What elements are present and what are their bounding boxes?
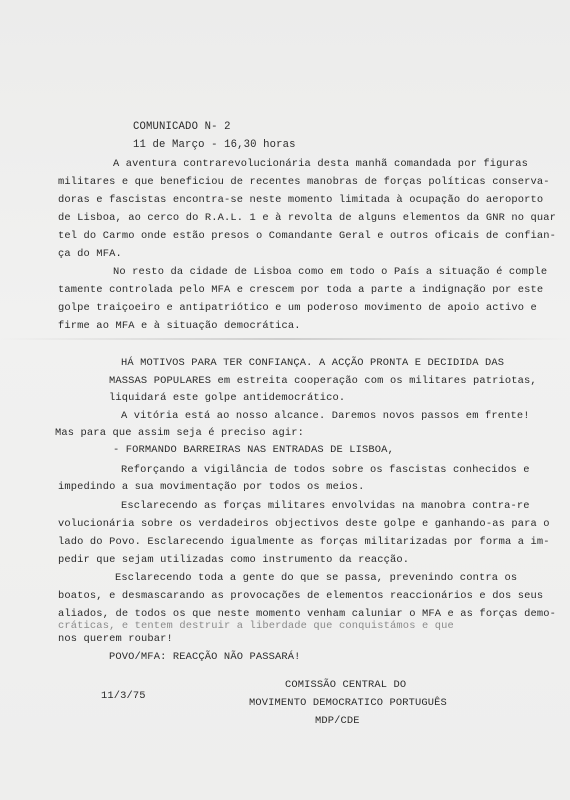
signature-line: MOVIMENTO DEMOCRATICO PORTUGUÊS	[249, 697, 447, 709]
paragraph-1-line: de Lisboa, ao cerco do R.A.L. 1 e à revolta de alguns elementos da GNR no quar	[58, 212, 557, 224]
call-line: HÁ MOTIVOS PARA TER CONFIANÇA. A ACÇÃO PRONTA E DECIDIDA DAS	[121, 357, 505, 369]
slogan: POVO/MFA: REACÇÃO NÃO PASSARÁ!	[109, 651, 301, 663]
paragraph-1-line: ça do MFA.	[58, 248, 122, 260]
signature-line: MDP/CDE	[315, 715, 360, 727]
paragraph-2-line: No resto da cidade de Lisboa como em todo o País a situação é comple	[113, 266, 548, 278]
paragraph-4-line: Esclarecendo as forças militares envolvidas na manobra contra-re	[121, 500, 530, 512]
paragraph-4-line: lado do Povo. Esclarecendo igualmente as forças militarizadas por forma a im-	[58, 536, 550, 548]
paragraph-5-line: Esclarecendo toda a gente do que se passa, prevenindo contra os	[115, 572, 518, 584]
paragraph-3-line: impedindo a sua movimentação por todos os meios.	[58, 481, 365, 493]
paragraph-1-line: militares e que beneficiou de recentes manobras de forças políticas conserva-	[58, 176, 550, 188]
paragraph-5-line-faint: cráticas, e tentem destruir a liberdade que conquistámos e que	[58, 620, 454, 632]
paragraph-5-line: aliados, de todos os que neste momento venham caluniar o MFA e as forças demo-	[58, 608, 557, 620]
paragraph-4-line: volucionária sobre os verdadeiros objectivos deste golpe e ganhando-as para o	[58, 518, 550, 530]
paragraph-2-line: firme ao MFA e à situação democrática.	[58, 320, 301, 332]
paragraph-2-line: golpe traiçoeiro e antipatriótico e um poderoso movimento de apoio activo e	[58, 302, 537, 314]
paragraph-5-line: boatos, e desmascarando as provocações de elementos reaccionários e dos seus	[58, 590, 544, 602]
paragraph-3-line: Reforçando a vigilância de todos sobre os fascistas conhecidos e	[121, 464, 530, 476]
document-date: 11/3/75	[101, 690, 146, 702]
communique-title: COMUNICADO N- 2	[133, 121, 231, 133]
paragraph-2-line: tamente controlada pelo MFA e crescem por toda a parte a indignação por este	[58, 284, 544, 296]
call-line: MASSAS POPULARES em estreita cooperação com os militares patriotas,	[109, 375, 537, 387]
paragraph-5-line: nos querem roubar!	[58, 633, 173, 645]
paragraph-4-line: pedir que sejam utilizadas como instrumento da reacção.	[58, 554, 410, 566]
communique-datetime: 11 de Março - 16,30 horas	[133, 139, 296, 151]
action-barriers: - FORMANDO BARREIRAS NAS ENTRADAS DE LISBOA,	[113, 444, 394, 456]
paragraph-1-line: tel do Carmo onde estão presos o Comandante Geral e outros oficais de confian-	[58, 230, 557, 242]
signature-line: COMISSÃO CENTRAL DO	[285, 679, 407, 691]
paper-fold	[0, 338, 570, 340]
paragraph-1-line: doras e fascistas encontra-se neste momento limitada à ocupação do aeroporto	[58, 194, 544, 206]
call-line: A vitória está ao nosso alcance. Daremos novos passos em frente!	[121, 410, 530, 422]
paragraph-1-line: A aventura contrarevolucionária desta manhã comandada por figuras	[113, 158, 529, 170]
call-line: liquidará este golpe antidemocrático.	[109, 392, 346, 404]
actions-intro: Mas para que assim seja é preciso agir:	[55, 427, 305, 439]
